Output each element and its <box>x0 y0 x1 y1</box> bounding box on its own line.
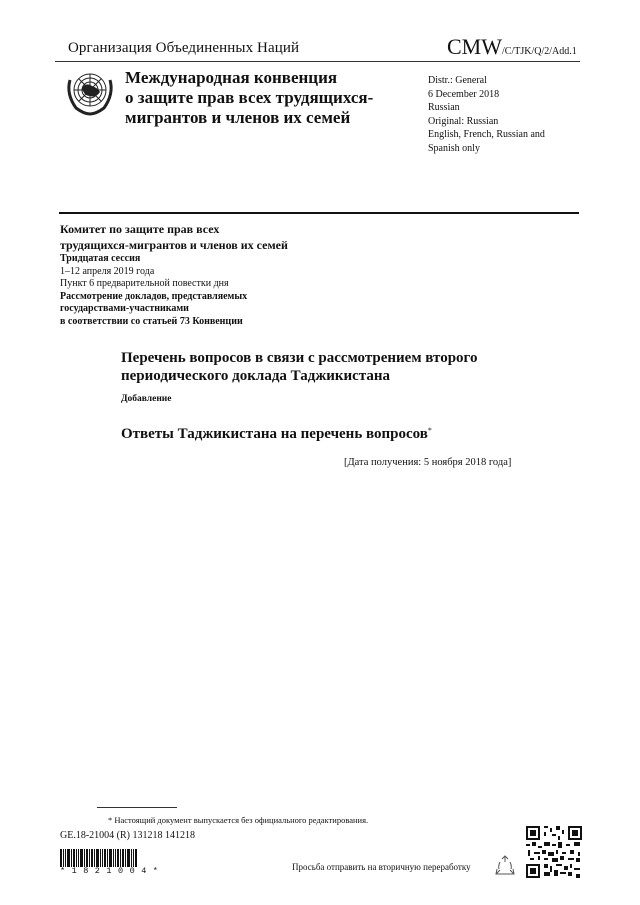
document-number: GE.18-21004 (R) 131218 141218 <box>60 830 195 841</box>
convention-title <box>125 68 415 128</box>
session: Тридцатая сессия <box>60 253 141 264</box>
agenda-title-line: Рассмотрение докладов, представляемых <box>60 290 248 302</box>
distribution-info <box>428 74 588 155</box>
header-divider <box>55 61 580 62</box>
un-emblem-icon <box>64 66 116 116</box>
footnote-marker[interactable]: * <box>427 426 432 435</box>
answers-title <box>121 426 432 443</box>
document-title <box>121 349 541 385</box>
recycle-icon <box>494 855 516 877</box>
barcode-number: *1821004* <box>60 866 165 876</box>
document-symbol <box>447 34 577 60</box>
language-line: Russian <box>428 102 460 113</box>
convention-title-line: о защите прав всех трудящихся- <box>125 88 374 107</box>
recycle-notice: Просьба отправить на вторичную переработку <box>292 862 471 872</box>
footnote: * Настоящий документ выпускается без официального редактирования. <box>108 815 369 825</box>
document-title-line: периодического доклада Таджикистана <box>121 368 391 384</box>
document-title-line: Перечень вопросов в связи с рассмотрением второго <box>121 350 478 366</box>
date-received: [Дата получения: 5 ноября 2018 года] <box>344 457 512 468</box>
committee-block <box>60 221 360 328</box>
symbol-main: CMW <box>447 34 502 59</box>
symbol-suffix: /C/TJK/Q/2/Add.1 <box>502 46 577 57</box>
answers-title-text: Ответы Таджикистана на перечень вопросов <box>121 426 428 442</box>
committee-title-line: Комитет по защите прав всех <box>60 222 220 236</box>
session-dates: 1–12 апреля 2019 года <box>60 265 155 277</box>
section-divider <box>59 212 579 214</box>
distr-line: Distr.: General <box>428 75 487 86</box>
convention-title-line: Международная конвенция <box>125 68 338 87</box>
qr-code-icon[interactable] <box>526 826 582 878</box>
organization-name: Организация Объединенных Наций <box>68 40 300 56</box>
languages-line: Spanish only <box>428 142 480 154</box>
agenda-title-line: государствами-участниками <box>60 303 189 314</box>
footnote-divider <box>97 807 177 808</box>
agenda-item: Пункт 6 предварительной повестки дня <box>60 278 229 289</box>
barcode-icon <box>60 849 155 867</box>
agenda-title-line: в соответствии со статьей 73 Конвенции <box>60 315 243 327</box>
committee-title-line: трудящихся-мигрантов и членов их семей <box>60 238 288 252</box>
convention-title-line: мигрантов и членов их семей <box>125 108 351 127</box>
date-line: 6 December 2018 <box>428 88 500 100</box>
addendum-label: Добавление <box>121 394 172 404</box>
languages-line: English, French, Russian and <box>428 129 545 140</box>
original-line: Original: Russian <box>428 115 499 127</box>
